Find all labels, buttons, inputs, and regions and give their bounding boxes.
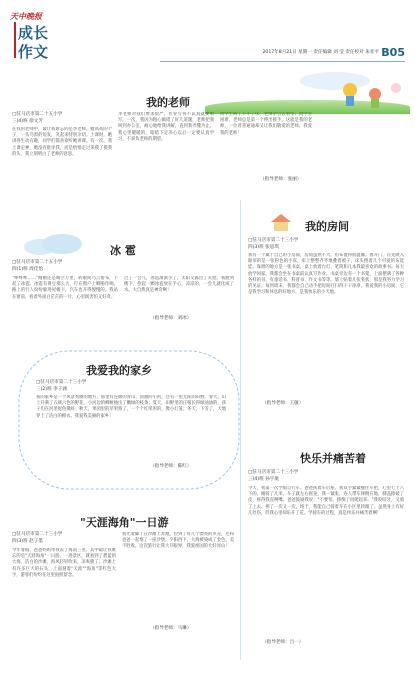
page-number: B05 [381, 46, 405, 59]
article-author: 三(4)班 徐文芳 [12, 119, 43, 124]
article-body: 今天，我第一次学骑自行车。爸爸扶着车后座，我双手紧紧握住车把，心里七上八下的。刚骑了几米，车子就左右摇晃，我一紧张，连人带车摔倒在地，膝盖擦破了皮，疼得我直咧嘴。爸爸鼓励我说："不要怕，摔倒了再爬起来。"我咬咬牙，又骑了上去。摔了一次又一次，终于，我能自己骑着车在小区里转圈了。虽然身上有好几处伤，但我心里却乐开了花。学骑车的过程，真是快乐并痛苦着啊！ [248, 486, 404, 516]
article-author: 四(1)班 周佳怡 [12, 267, 43, 272]
article-tutor: （指导老师：马琳） [150, 626, 192, 631]
section-title-line2: 作文 [18, 43, 49, 61]
section-logo [8, 8, 68, 68]
article-school: □驻马店市第二十五小学 [12, 112, 63, 117]
cloud-icon [20, 232, 90, 258]
article-title-hail: 冰 雹 [110, 244, 136, 257]
section-title-line1: 成长 [18, 24, 49, 42]
article-tutor: （指导老师：刘冰） [150, 316, 192, 321]
article-title-my-room: 我的房间 [305, 220, 349, 233]
article-tutor: （指导老师：张丽） [260, 177, 302, 182]
article-body-column: 李老师对我们要求很严，作业写得不认真就要重写。一次，我因为粗心做错了好几道题，老师把我叫到办公室，耐心地给我讲解，直到我弄懂为止。我心里暖暖的，暗暗下定决心以后一定要认真学习，不辜负老师的期望。 [118, 112, 214, 142]
article-title-tianya: "天涯海角"一日游 [80, 516, 169, 529]
date-line: 2017年8月21日 星期一 责任编辑 刘 莹 责任校对 朱亚平 [262, 50, 379, 55]
article-body: 我的家乡是一个风景秀丽的地方，那里有连绵的青山，清澈的小河，还有一望无际的田野。春天，山上开满了五颜六色的野花，小河边的柳树抽出了嫩绿的枝条；夏天，田野里的庄稼长得绿油油的，孩子们在河里捉鱼摸虾；秋天，果园里的苹果熟了，一个个红彤彤的，像小灯笼；冬天，下雪了，大地穿上了洁白的棉衣。我爱我美丽的家乡！ [36, 395, 226, 419]
newspaper-brand: 天中晚报 [10, 11, 42, 21]
article-title-hometown: 我爱我的家乡 [86, 364, 152, 377]
article-body-column: 同学生病了下不了床，老师亲自去看望；同学有困难，老师总是第一个伸出援手。这就是我的老师，一位普普通通却又让我们敬爱的老师。我爱我的老师！ [220, 112, 312, 136]
article-school: □驻马店市第二十五小学 [12, 260, 63, 265]
article-tutor: （指导老师：吕一） [262, 640, 304, 645]
article-body-column: 在我的老师中，最让我难忘的是李老师。她高高的个子，一头乌黑的短发，笑起来特别亲切。上课时，她讲得生动有趣，同学们都喜欢听她讲课。有一次，我上课走神，她没有批评我，而是悄悄走过来摸了摸我的头，我立刻明白了老师的意思。 [12, 127, 112, 157]
article-author: 四(3)班 张思琪 [248, 245, 279, 250]
article-author: 三(2)班 李子涵 [36, 387, 67, 392]
article-body-column: 我光着脚丫在沙滩上奔跑，捡到了好几个漂亮的贝壳，还和爸爸一起堆了一座沙堡。夕阳西下，大海被染成了金色，美不胜收。这次旅行让我大开眼界，我爱祖国的大好河山！ [122, 532, 234, 550]
article-body-column: 过了一会儿，冰雹渐渐小了，太阳又露出了笑脸。我跑到楼下，捡起一颗冰雹放在手心，凉凉的，一会儿就化成了水。大自然真是神奇啊！ [124, 276, 234, 294]
header-rule [160, 61, 405, 62]
column-divider [240, 200, 241, 660]
article-school: □驻马店市第二十三小学 [36, 380, 87, 385]
article-body-column: 今年暑假，爸爸妈妈带我去了海南三亚，其中最让我难忘的是"天涯海角"一日游。一进景区，就看到了碧蓝的大海，洁白的沙滩，海风轻轻吹来，凉爽极了。沙滩上有许多巨大的石头，上面刻着"天涯""海角"等红色大字，游客们纷纷在这里拍照留念。 [12, 548, 116, 578]
article-tutor: （指导老师：王敏） [262, 401, 304, 406]
article-tutor: （指导老师：陈红） [150, 464, 192, 469]
kids-illustration [330, 70, 410, 110]
article-body-column: "哗哗哗……"刚刚还是晴空万里，转眼间乌云密布，下起了冰雹。冰雹有黄豆那么大，打在窗户上噼啪作响。路上的行人纷纷躲进屋檐下，汽车也开得慢慢的。我站在窗前，看着外面白茫茫的一片，心里既害怕又好奇。 [12, 276, 118, 300]
article-author: 三(4)班 孙宇航 [248, 477, 279, 482]
article-title-my-teacher: 我的老师 [146, 96, 190, 109]
article-author: 四(3)班 赵子墨 [12, 539, 43, 544]
article-body: 我有一个属于自己的小房间，房间虽然不大，但布置得很温馨。推开门，首先映入眼帘的是一张粉色的小床，床上整整齐齐地叠着被子，床头摆着几个可爱的布娃娃。靠窗的地方是一张书桌，桌上放着台灯、笔筒和几本我最喜欢的故事书。每天放学回家，我都会坐在书桌前认真写作业。书桌旁边有一个书架，上面摆满了各种各样的书，有童话书、科普书、作文书等等。墙上贴着几张奖状，那是我努力学习的见证。每到周末，我都会自己动手把房间打扫得干干净净。我爱我的小房间，它是我学习和休息的好地方，是我快乐的小天地。 [248, 253, 404, 296]
house-icon [268, 212, 294, 232]
logo-accent-bar [14, 22, 16, 58]
article-school: □驻马店市第二十三小学 [248, 238, 299, 243]
article-school: □驻马店市第二十三小学 [248, 470, 299, 475]
article-title-happy-sad: 快乐并痛苦着 [300, 452, 366, 465]
article-school: □驻马店市第二十三小学 [12, 532, 63, 537]
page-header [0, 0, 415, 78]
